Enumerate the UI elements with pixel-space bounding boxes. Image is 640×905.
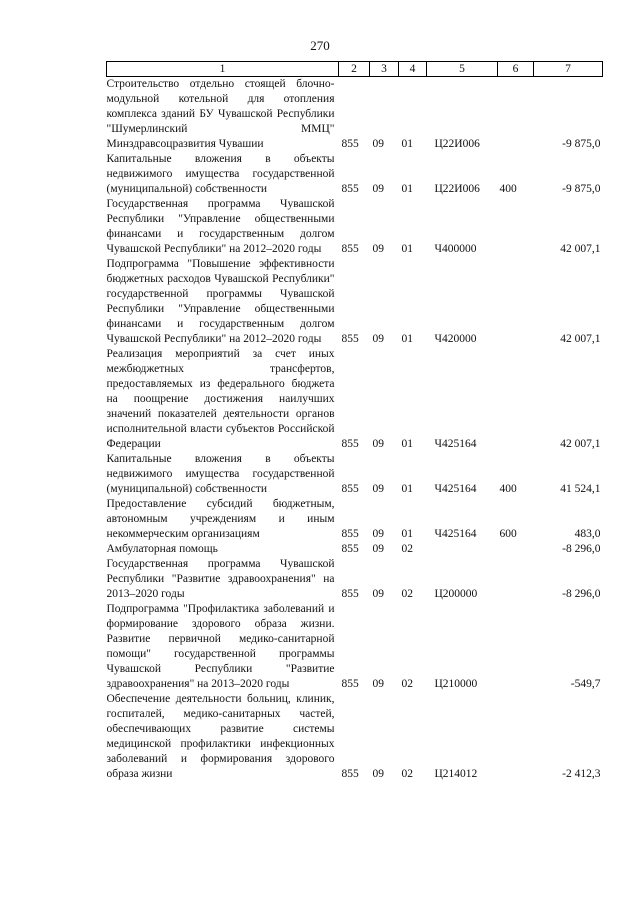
- row-target-code: [427, 542, 498, 557]
- column-header-4: 4: [399, 62, 427, 77]
- row-expense-type: [498, 197, 534, 257]
- column-header-5: 5: [427, 62, 498, 77]
- row-amount: -9 875,0: [562, 138, 601, 150]
- row-subsection-code: 02: [401, 588, 413, 600]
- row-target-code: Ц210000: [434, 678, 478, 690]
- row-name: Капитальные вложения в объекты недвижимого имущества государственной (муниципальной) собственности: [106, 153, 335, 195]
- row-section-code: 09: [372, 543, 384, 555]
- row-section-code: 09: [372, 678, 384, 690]
- table-row: [107, 557, 603, 602]
- row-subsection-code: 02: [401, 768, 413, 780]
- table-row: [107, 602, 603, 692]
- table-row: [107, 77, 603, 153]
- row-expense-type: [498, 692, 534, 782]
- row-name: Подпрограмма "Повышение эффективности бюджетных расходов Чувашской Республики" государственной программы Чувашской Республики "Управление общественными финансами и государственным долгом Чувашской Республики" на 2012–2020 годы: [106, 258, 335, 345]
- row-amount: -8 296,0: [562, 543, 601, 555]
- row-expense-type: [498, 347, 534, 452]
- row-expense-type: [498, 257, 534, 347]
- row-amount: -2 412,3: [562, 768, 601, 780]
- row-section-code: 09: [372, 483, 384, 495]
- row-target-code: Ч420000: [434, 333, 477, 345]
- column-number-row: [107, 62, 603, 77]
- row-section-code: 09: [372, 528, 384, 540]
- row-ministry-code: 855: [341, 483, 359, 495]
- row-ministry-code: 855: [341, 243, 359, 255]
- row-name: Государственная программа Чувашской Республики "Управление общественными финансами и государственным долгом Чувашской Республики" на 2012–2020 годы: [106, 198, 335, 255]
- row-expense-type: 400: [499, 483, 517, 495]
- row-subsection-code: 01: [401, 138, 413, 150]
- row-ministry-code: 855: [341, 543, 359, 555]
- column-header-7: 7: [534, 62, 603, 77]
- column-header-2: 2: [339, 62, 370, 77]
- row-subsection-code: 01: [401, 243, 413, 255]
- column-header-3: 3: [370, 62, 399, 77]
- row-target-code: Ц200000: [434, 588, 478, 600]
- row-target-code: Ц22И006: [434, 183, 480, 195]
- row-target-code: Ч425164: [434, 483, 477, 495]
- row-amount: 41 524,1: [560, 483, 601, 495]
- row-target-code: Ц22И006: [434, 138, 480, 150]
- row-amount: -9 875,0: [562, 183, 601, 195]
- row-subsection-code: 02: [401, 543, 413, 555]
- row-subsection-code: 01: [401, 528, 413, 540]
- row-section-code: 09: [372, 243, 384, 255]
- row-ministry-code: 855: [341, 438, 359, 450]
- row-target-code: Ц214012: [434, 768, 478, 780]
- row-amount: -549,7: [570, 678, 601, 690]
- row-name: Государственная программа Чувашской Республики "Развитие здравоохранения" на 2013–2020 годы: [106, 558, 335, 600]
- row-name: Обеспечение деятельности больниц, клиник, госпиталей, медико-санитарных частей, обеспечивающих развитие системы медицинской профилактики инфекционных заболеваний и формирования здорового образа жизни: [106, 693, 335, 780]
- row-amount: 483,0: [574, 528, 601, 540]
- row-expense-type: 600: [499, 528, 517, 540]
- row-ministry-code: 855: [341, 183, 359, 195]
- row-ministry-code: 855: [341, 768, 359, 780]
- row-expense-type: [498, 77, 534, 153]
- row-target-code: Ч400000: [434, 243, 477, 255]
- row-name: Капитальные вложения в объекты недвижимого имущества государственной (муниципальной) собственности: [106, 453, 335, 495]
- table-row: [107, 692, 603, 782]
- row-amount: 42 007,1: [560, 243, 601, 255]
- row-amount: 42 007,1: [560, 438, 601, 450]
- row-subsection-code: 01: [401, 183, 413, 195]
- row-name: Подпрограмма "Профилактика заболеваний и формирование здорового образа жизни. Развитие первичной медико-санитарной помощи" государственной программы Чувашской Республики "Развитие здравоохранения" на 2013–2020 годы: [106, 603, 335, 690]
- row-subsection-code: 02: [401, 678, 413, 690]
- page-number: 270: [310, 38, 330, 53]
- row-ministry-code: 855: [341, 588, 359, 600]
- table-row: [107, 257, 603, 347]
- row-subsection-code: 01: [401, 438, 413, 450]
- row-section-code: 09: [372, 183, 384, 195]
- table-row: [107, 452, 603, 497]
- row-section-code: 09: [372, 588, 384, 600]
- table-row: [107, 197, 603, 257]
- budget-table: [106, 61, 603, 782]
- table-row: [107, 152, 603, 197]
- row-expense-type: [498, 542, 534, 557]
- row-name: Амбулаторная помощь: [106, 543, 218, 555]
- row-name: Строительство отдельно стоящей блочно-модульной котельной для отопления комплекса зданий БУ Чувашской Республики "Шумерлинский ММЦ" Минздравсоцразвития Чувашии: [106, 78, 335, 150]
- row-ministry-code: 855: [341, 528, 359, 540]
- row-target-code: Ч425164: [434, 528, 477, 540]
- row-expense-type: 400: [499, 183, 517, 195]
- table-row: [107, 542, 603, 557]
- row-expense-type: [498, 602, 534, 692]
- table-row: [107, 347, 603, 452]
- row-section-code: 09: [372, 768, 384, 780]
- row-expense-type: [498, 557, 534, 602]
- row-ministry-code: 855: [341, 678, 359, 690]
- row-ministry-code: 855: [341, 138, 359, 150]
- row-subsection-code: 01: [401, 333, 413, 345]
- row-subsection-code: 01: [401, 483, 413, 495]
- row-name: Предоставление субсидий бюджетным, автономным учреждениям и иным некоммерческим организациям: [106, 498, 335, 540]
- table-body: [107, 77, 603, 783]
- row-amount: -8 296,0: [562, 588, 601, 600]
- table-row: [107, 497, 603, 542]
- row-name: Реализация мероприятий за счет иных межбюджетных трансфертов, предоставляемых из федерального бюджета на поощрение достижения наилучших значений показателей деятельности органов исполнительной власти субъектов Российской Федерации: [106, 348, 335, 450]
- table-header: [107, 62, 603, 77]
- row-section-code: 09: [372, 438, 384, 450]
- row-target-code: Ч425164: [434, 438, 477, 450]
- row-section-code: 09: [372, 138, 384, 150]
- row-ministry-code: 855: [341, 333, 359, 345]
- column-header-6: 6: [498, 62, 534, 77]
- column-header-1: 1: [107, 62, 339, 77]
- row-amount: 42 007,1: [560, 333, 601, 345]
- row-section-code: 09: [372, 333, 384, 345]
